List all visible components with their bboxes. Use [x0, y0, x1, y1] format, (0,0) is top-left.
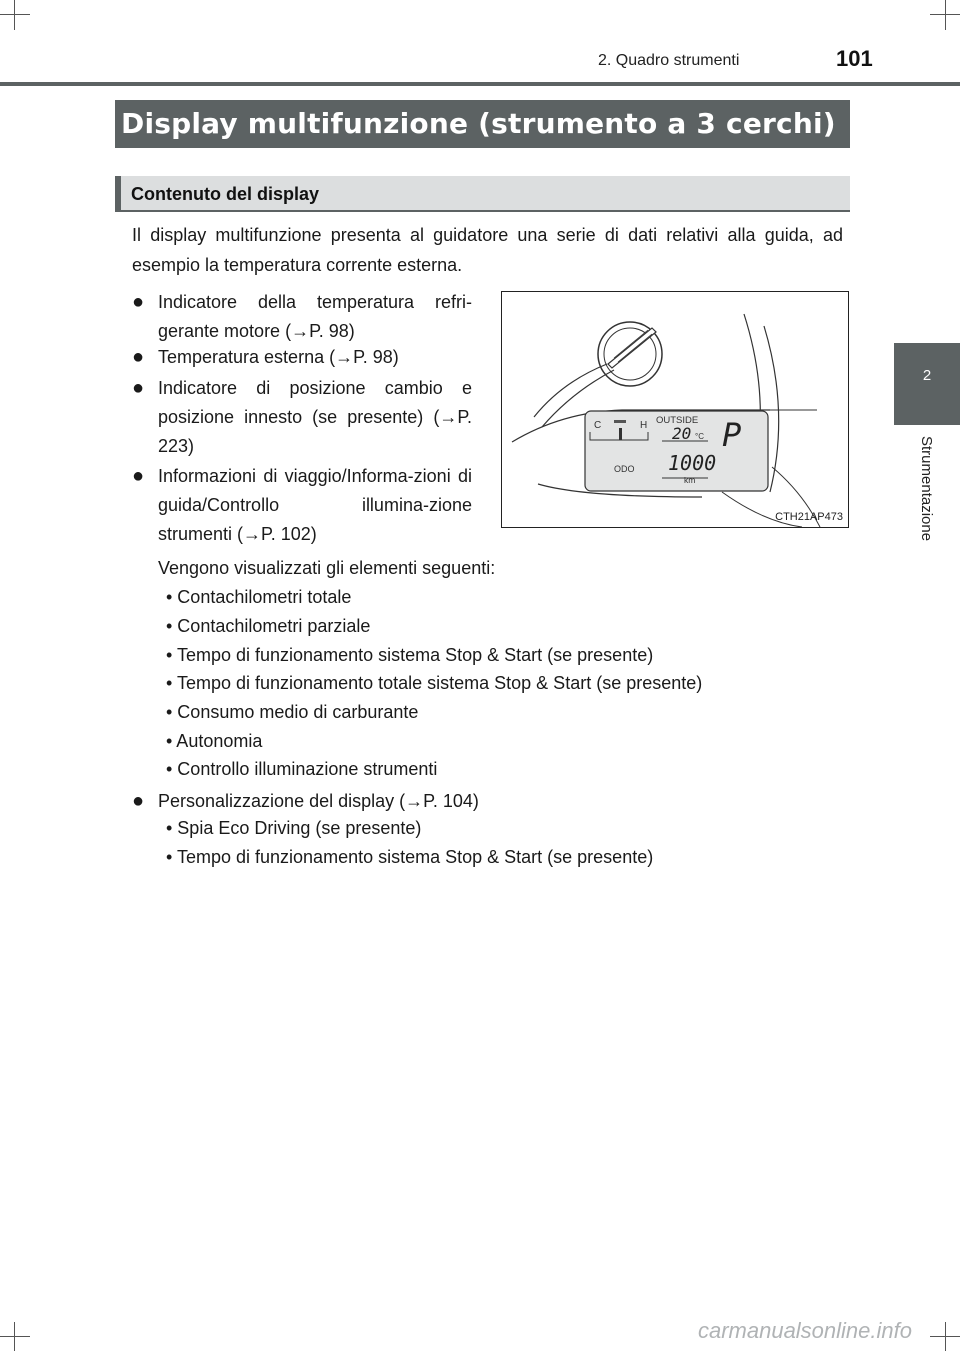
list-item: • Controllo illuminazione strumenti: [166, 759, 438, 779]
page-title: Display multifunzione (strumento a 3 cerchi): [115, 100, 850, 148]
intro-paragraph: Il display multifunzione presenta al guidatore una serie di dati relativi alla guida, ad esempio la temperatura corrente esterna.: [132, 225, 843, 275]
temp-unit: °C: [695, 432, 704, 441]
section-subtitle: Contenuto del display: [115, 176, 850, 212]
label-h: H: [640, 420, 648, 431]
list-item: • Contachilometri parziale: [166, 616, 371, 636]
page-number: 101: [836, 46, 873, 71]
list-item: • Tempo di funzionamento sistema Stop & Start (se presente): [166, 645, 654, 665]
odo-unit: km: [684, 475, 696, 485]
bullet-dot-icon: ●: [132, 346, 145, 368]
bullet-item: [132, 462, 472, 549]
label-c: C: [594, 420, 602, 431]
bullet-dot-icon: ●: [132, 790, 145, 812]
list-item: • Autonomia: [166, 731, 263, 751]
shift-position: P: [722, 416, 742, 454]
list-item: • Consumo medio di carburante: [166, 702, 419, 722]
bullet-dot-icon: ●: [132, 465, 145, 487]
bullet-item: [132, 288, 472, 346]
chapter-tab: [894, 343, 960, 425]
bullet-dot-icon: ●: [132, 377, 145, 399]
bullet-item: [132, 374, 472, 461]
bullet-text: Personalizzazione del display (→P. 104): [158, 791, 479, 811]
odo-value: 1000: [668, 451, 717, 475]
footer-watermark[interactable]: carmanualsonline.info: [697, 1318, 912, 1343]
list-item: • Tempo di funzionamento sistema Stop & Start (se presente): [166, 847, 654, 867]
bullet-text: Indicatore di posizione cambio e posizione innesto (se presente) (→P. 223): [158, 378, 472, 456]
bullet-text: Indicatore della temperatura refri-gerante motore (→P. 98): [158, 292, 472, 341]
bullet-item: [132, 787, 832, 816]
list-item: • Spia Eco Driving (se presente): [166, 818, 422, 838]
bullet-text: Temperatura esterna (→P. 98): [158, 347, 399, 367]
elements-intro: Vengono visualizzati gli elementi seguenti:: [158, 558, 496, 578]
header-section: 2. Quadro strumenti: [598, 52, 740, 69]
label-outside: OUTSIDE: [656, 415, 699, 426]
instrument-cluster-figure: [501, 291, 849, 528]
list-item: • Tempo di funzionamento totale sistema Stop & Start (se presente): [166, 673, 703, 693]
list-item: • Contachilometri totale: [166, 587, 352, 607]
label-odo: ODO: [614, 464, 635, 474]
chapter-number: 2: [922, 367, 932, 384]
bullet-text: Informazioni di viaggio/Informa-zioni di guida/Controllo illumina-zione strumenti (→P. 102): [158, 466, 472, 544]
header-rule: [0, 82, 960, 86]
temp-value: 20: [672, 424, 692, 443]
bullet-item: [132, 343, 472, 372]
bullet-dot-icon: ●: [132, 291, 145, 313]
instrument-cluster-drawing: [502, 292, 848, 527]
chapter-label: Strumentazione: [918, 436, 935, 542]
figure-code: CTH21AP473: [775, 511, 843, 523]
